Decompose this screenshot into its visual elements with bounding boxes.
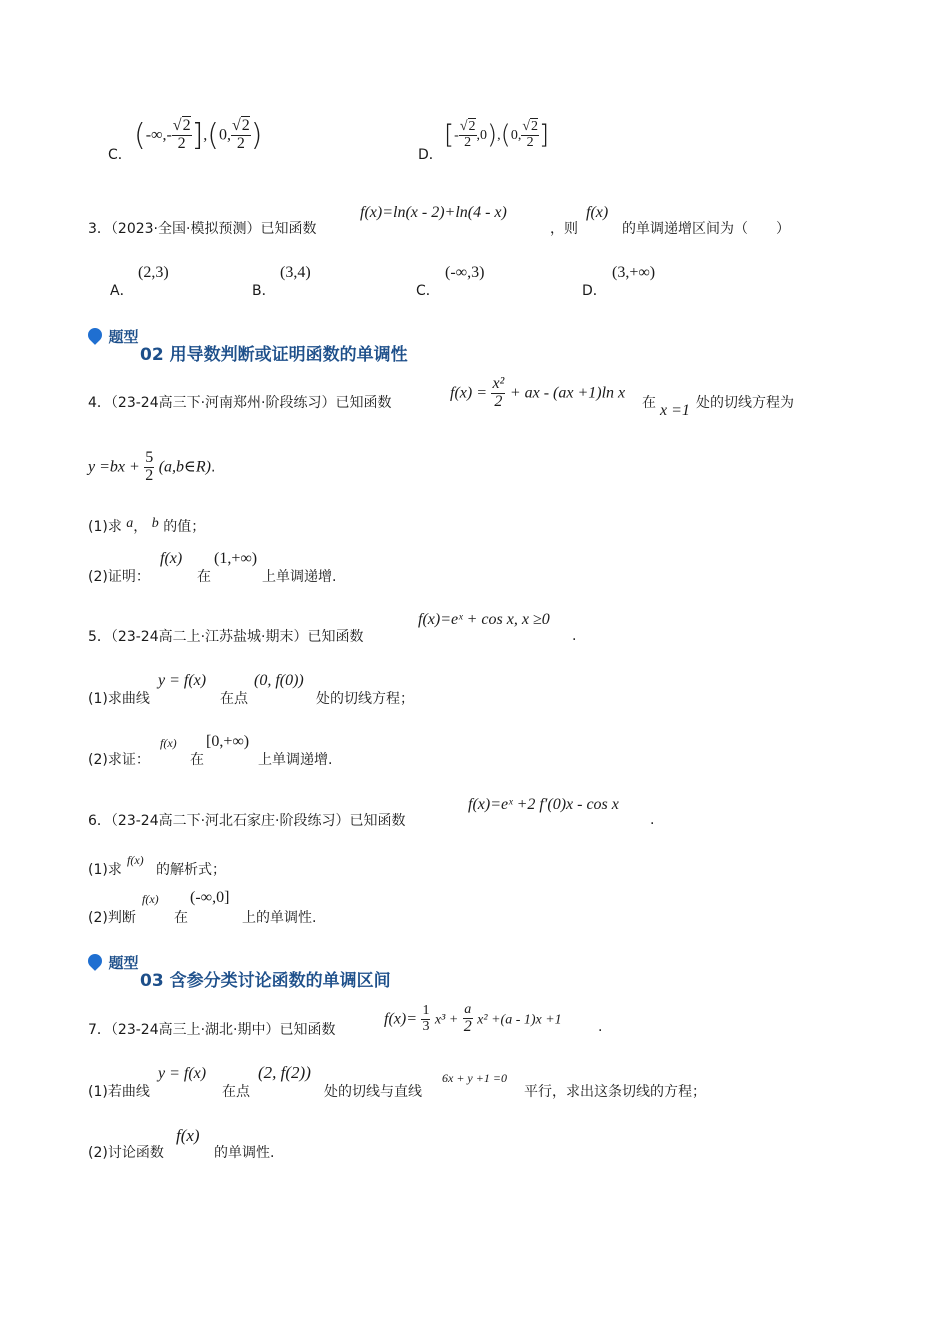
q6-part-2-at: 在: [174, 910, 188, 926]
section-2-header: 题型: [88, 326, 138, 347]
location-pin-icon: [85, 325, 105, 345]
location-pin-icon: [85, 951, 105, 971]
q6-part-2-end: 上的单调性.: [242, 910, 317, 926]
q5-part-1-curve: y = f(x): [158, 672, 207, 689]
q4-at: 在: [642, 395, 656, 411]
q7-end: .: [598, 1019, 603, 1035]
q7-part-1-line: 6x + y +1 =0: [442, 1071, 507, 1085]
question-6: 6．（23-24高二下·河北石家庄·阶段练习）已知函数: [88, 813, 406, 829]
q4-part-2: (2)证明：: [88, 569, 150, 585]
q5-part-2: (2)求证：: [88, 752, 150, 768]
q6-part-2: (2)判断: [88, 910, 136, 926]
q5-function: f(x)=eˣ + cos x, x ≥0: [418, 611, 550, 628]
q5-part-2-at: 在: [190, 752, 204, 768]
q3-option-a-label: A．: [110, 283, 134, 299]
q5-part-2-fx: f(x): [160, 736, 177, 750]
q3-option-b-value: (3,4): [280, 264, 311, 281]
q5-part-1-point: (0, f(0)): [254, 672, 304, 689]
question-7: 7．（23-24高三上·湖北·期中）已知函数: [88, 1022, 336, 1038]
q3-option-c-value: (-∞,3): [445, 264, 485, 281]
q4-tail: 处的切线方程为: [696, 395, 794, 411]
q3-option-c-label: C．: [416, 283, 440, 299]
option-d-label: D．: [418, 147, 443, 163]
q5-part-1: (1)求曲线: [88, 691, 150, 707]
q5-part-1-end: 处的切线方程；: [316, 691, 414, 707]
q7-part-2: (2)讨论函数: [88, 1145, 164, 1161]
q7-part-1-end: 平行，求出这条切线的方程；: [524, 1084, 706, 1100]
q6-part-1-end: 的解析式；: [156, 862, 226, 878]
q5-part-2-interval: [0,+∞): [206, 733, 250, 750]
q7-part-1: (1)若曲线: [88, 1084, 150, 1100]
q4-part-2-end: 上单调递增.: [262, 569, 337, 585]
q7-part-2-end: 的单调性.: [214, 1145, 275, 1161]
q4-part-2-fx: f(x): [160, 550, 183, 567]
q4-tangent-line: y =bx + $\frac{5}{2}$ (a,b∈R).: [88, 449, 216, 484]
q3-function: f(x)=ln(x - 2)+ln(4 - x): [360, 204, 507, 221]
q4-part-2-interval: (1,+∞): [214, 550, 258, 567]
q6-function: f(x)=eˣ +2 f′(0)x - cos x: [468, 796, 619, 813]
q4-x-equals-1: x =1: [660, 402, 690, 419]
section-2-title: 02 用导数判断或证明函数的单调性: [140, 345, 408, 365]
q3-fx: f(x): [586, 204, 609, 221]
q6-end: .: [650, 812, 655, 828]
q7-part-2-fx: f(x): [176, 1126, 200, 1145]
section-3-header: 题型: [88, 952, 138, 973]
option-d-value: [- $\frac{√2}{2}$ ,0),(0, $\frac{√2}{2}$ ]: [444, 119, 550, 151]
question-3: 3．（2023·全国·模拟预测）已知函数: [88, 221, 317, 237]
q3-tail: 的单调递增区间为（ ）: [622, 221, 790, 237]
q7-part-1-point: (2, f(2)): [258, 1063, 311, 1082]
q5-part-2-end: 上单调递增.: [258, 752, 333, 768]
q3-option-a-value: (2,3): [138, 264, 169, 281]
question-5: 5．（23-24高二上·江苏盐城·期末）已知函数: [88, 629, 364, 645]
q6-part-1: (1)求: [88, 862, 122, 878]
q6-part-1-fx: f(x): [127, 853, 144, 867]
q4-part-1: (1)求 a， b 的值；: [88, 516, 206, 535]
q6-part-2-interval: (-∞,0]: [190, 889, 230, 906]
q5-part-1-at: 在点: [220, 691, 248, 707]
option-c-value: (-∞,- $\frac{√2}{2}$ ],(0, $\frac{√2}{2}$ ): [134, 117, 263, 153]
q3-option-d-value: (3,+∞): [612, 264, 656, 281]
q4-part-2-at: 在: [197, 569, 211, 585]
q7-part-1-mid: 处的切线与直线: [324, 1084, 422, 1100]
section-3-title: 03 含参分类讨论函数的单调区间: [140, 971, 391, 991]
question-4: 4．（23-24高三下·河南郑州·阶段练习）已知函数: [88, 395, 392, 411]
q3-option-b-label: B．: [252, 283, 276, 299]
q4-function: f(x) = $\frac{\text{x²}}{2}$ + ax - (ax +1)ln x: [450, 375, 626, 410]
q5-end: .: [572, 628, 577, 644]
q3-mid: ，则: [550, 221, 578, 237]
q7-function: f(x)= $\frac{1}{3}$ x³ + $\frac{a}{2}$ x² +(a - 1)x +1: [384, 1002, 562, 1035]
q7-part-1-at: 在点: [222, 1084, 250, 1100]
q3-option-d-label: D．: [582, 283, 607, 299]
q7-part-1-curve: y = f(x): [158, 1065, 207, 1082]
option-c-label: C．: [108, 147, 132, 163]
q6-part-2-fx: f(x): [142, 892, 159, 906]
